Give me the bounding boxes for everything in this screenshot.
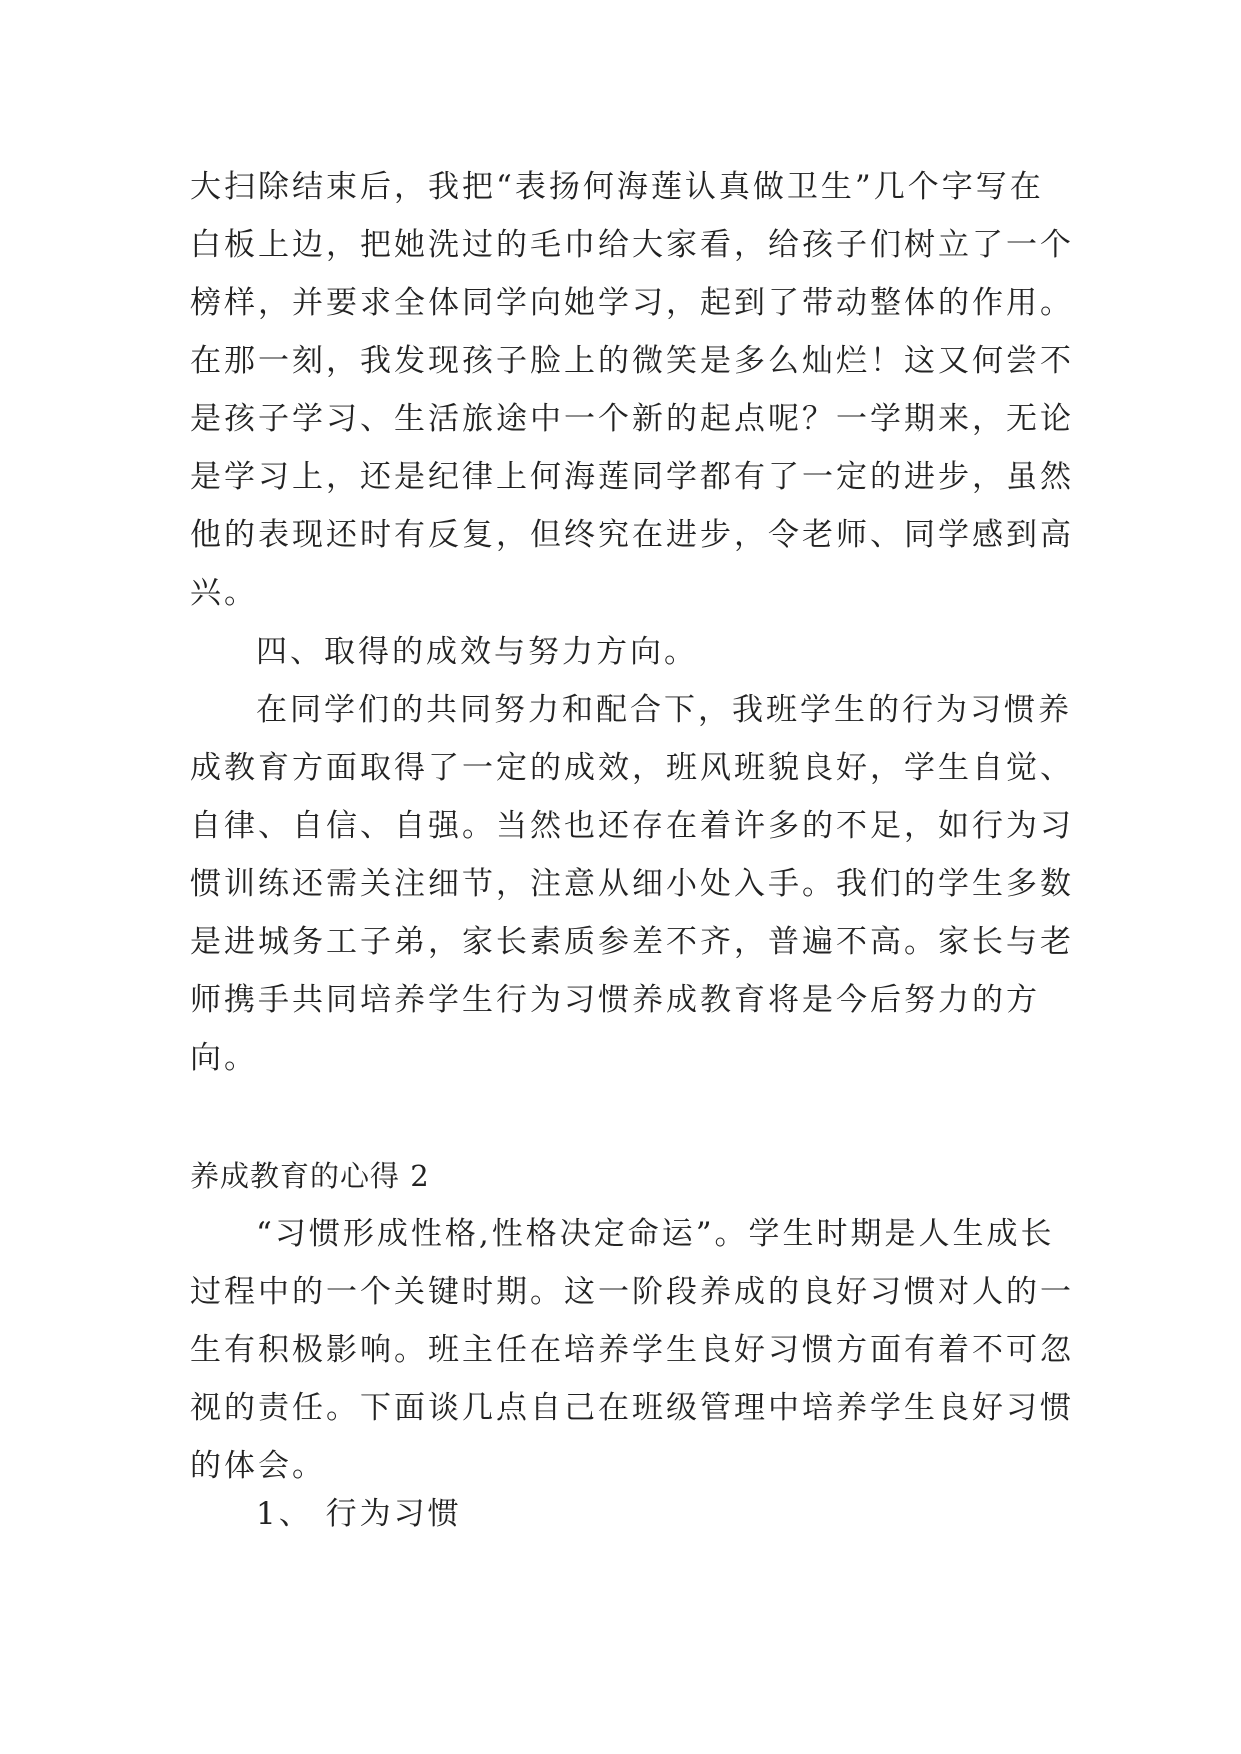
text-line: “习惯形成性格,性格决定命运”。学生时期是人生成长 bbox=[256, 1216, 1055, 1252]
text-line: 白板上边，把她洗过的毛巾给大家看，给孩子们树立了一个 bbox=[190, 227, 1074, 263]
section-heading: 四、取得的成效与努力方向。 bbox=[256, 634, 698, 670]
text-line: 生有积极影响。班主任在培养学生良好习惯方面有着不可忽 bbox=[190, 1332, 1074, 1368]
text-line: 成教育方面取得了一定的成效，班风班貌良好，学生自觉、 bbox=[190, 750, 1074, 786]
paragraph-habit-intro bbox=[190, 1205, 1074, 1495]
text-line: 向。 bbox=[190, 1040, 258, 1076]
section-results bbox=[190, 623, 1074, 1087]
text-line: 是进城务工子弟，家长素质参差不齐，普遍不高。家长与老 bbox=[190, 924, 1074, 960]
text-line: 过程中的一个关键时期。这一阶段养成的良好习惯对人的一 bbox=[190, 1274, 1074, 1310]
text-line: 大扫除结束后，我把“表扬何海莲认真做卫生”几个字写在 bbox=[190, 169, 1044, 205]
text-line: 师携手共同培养学生行为习惯养成教育将是今后努力的方 bbox=[190, 982, 1040, 1018]
subheading-behavior-habits: 1、 行为习惯 bbox=[256, 1496, 462, 1532]
text-line: 在同学们的共同努力和配合下，我班学生的行为习惯养 bbox=[256, 692, 1072, 728]
subsection-heading bbox=[190, 1485, 1060, 1543]
text-line: 在那一刻，我发现孩子脸上的微笑是多么灿烂！这又何尝不 bbox=[190, 343, 1074, 379]
text-line: 惯训练还需关注细节，注意从细小处入手。我们的学生多数 bbox=[190, 866, 1074, 902]
article-title: 养成教育的心得 2 bbox=[190, 1159, 430, 1193]
text-line: 是学习上，还是纪律上何海莲同学都有了一定的进步，虽然 bbox=[190, 459, 1074, 495]
text-line: 榜样，并要求全体同学向她学习，起到了带动整体的作用。 bbox=[190, 285, 1074, 321]
text-line: 兴。 bbox=[190, 575, 258, 611]
text-line: 是孩子学习、生活旅途中一个新的起点呢？一学期来，无论 bbox=[190, 401, 1074, 437]
text-line: 自律、自信、自强。当然也还存在着许多的不足，如行为习 bbox=[190, 808, 1074, 844]
text-line: 他的表现还时有反复，但终究在进步，令老师、同学感到高 bbox=[190, 517, 1074, 553]
text-line: 视的责任。下面谈几点自己在班级管理中培养学生良好习惯 bbox=[190, 1390, 1074, 1426]
text-line: 的体会。 bbox=[190, 1448, 326, 1484]
paragraph-cleanup-story bbox=[190, 158, 1074, 622]
